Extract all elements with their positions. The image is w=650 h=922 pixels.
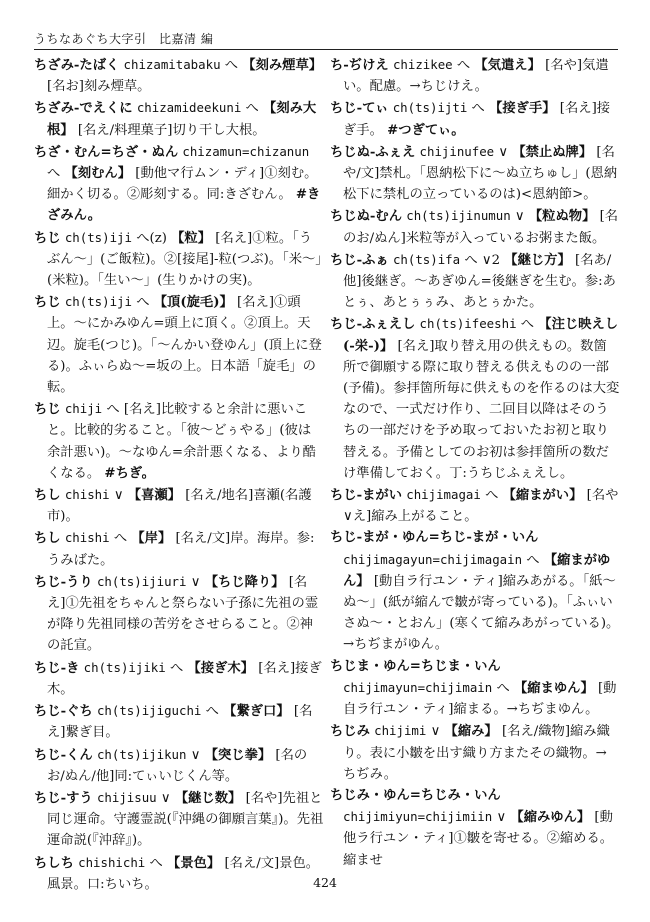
- definition: [名お]刻み煙草。: [47, 79, 151, 95]
- romanization: ch(ts)ifeeshi: [419, 316, 517, 332]
- romanization: ch(ts)iji: [64, 229, 132, 245]
- headword: ちじ: [34, 295, 61, 311]
- dictionary-entry: [34, 484, 324, 527]
- cross-reference: #ちぎ。: [104, 465, 155, 481]
- dictionary-entry: [330, 141, 620, 206]
- accent-mark: ∨: [498, 144, 509, 160]
- accent-mark: へ: [471, 101, 485, 117]
- romanization: ch(ts)ijinumun: [406, 208, 511, 224]
- kanji-form: 【接ぎ木】: [187, 660, 254, 676]
- kanji-form: 【刻み大根】: [47, 101, 317, 138]
- dictionary-entry: [330, 205, 620, 248]
- headword: ちじぬ-ふぇえ: [330, 144, 416, 160]
- dictionary-entry: [330, 720, 620, 785]
- right-column: [330, 54, 620, 871]
- kanji-form: 【縮み】: [444, 724, 498, 740]
- definition: [名え]①粒。「うぶん〜」(ご飯粒)。②[接尾]-粒(つぶ)。「米〜」(米粒)。「生い〜」(生りかけの実)。: [47, 230, 322, 289]
- romanization: chijimiyun=chijimiin: [343, 809, 493, 825]
- dictionary-entry: [34, 744, 324, 787]
- definition: [名え]①先祖をちゃんと祭らない子孫に先祖の霊が降り先祖同様の苦労をさせらること。②神の託宣。: [47, 574, 319, 654]
- definition: [名や/文]禁札。「恩納松下に〜ぬ立ちゅし」(恩納松下に禁札の立っているのは)<恩納節>。: [343, 144, 618, 203]
- romanization: chizamitabaku: [123, 57, 221, 72]
- accent-mark: へ(z): [136, 230, 167, 246]
- dictionary-entry: [330, 249, 620, 314]
- definition: [名や]気遣い。配慮。→ちじけえ。: [343, 58, 609, 95]
- dictionary-entry: [34, 700, 324, 743]
- dictionary-entry: [34, 141, 324, 227]
- dictionary-entry: [34, 97, 324, 140]
- dictionary-entry: [34, 54, 324, 97]
- page-number: 424: [313, 875, 337, 890]
- headword: ちし: [34, 488, 61, 504]
- romanization: chijimagai: [406, 487, 481, 503]
- headword: ちじ: [34, 402, 61, 418]
- kanji-form: 【ちじ降り】: [204, 574, 285, 590]
- headword: ちじぬ-むん: [330, 209, 403, 225]
- dictionary-entry: [34, 291, 324, 398]
- headword: ちじ-てぃ: [330, 101, 389, 117]
- definition: [動自ラ行ユン・ティ]縮まる。→ちぢまゆん。: [343, 680, 617, 718]
- kanji-form: 【継じ方】: [504, 252, 571, 268]
- dictionary-entry: [34, 571, 324, 657]
- accent-mark: へ: [169, 660, 184, 676]
- headword: ちざ・むん=ちざ・ぬん: [34, 144, 179, 160]
- kanji-form: 【岸】: [131, 531, 172, 547]
- dictionary-entry: [34, 787, 324, 852]
- dictionary-entry: [34, 657, 324, 700]
- accent-mark: へ ∨2: [464, 252, 501, 268]
- kanji-form: 【縮みゆん】: [510, 810, 591, 826]
- accent-mark: へ: [149, 855, 163, 871]
- definition: [名え]接ぎ木。: [47, 660, 322, 697]
- accent-mark: ∨: [160, 790, 171, 806]
- accent-mark: へ: [520, 317, 535, 333]
- kanji-form: 【縮まゆん】: [513, 680, 594, 696]
- dictionary-entry: [330, 656, 620, 721]
- headword: ちじ-くん: [34, 747, 93, 763]
- romanization: ch(ts)iji: [64, 294, 132, 310]
- definition: [動自ラ行ユン・ティ]縮みあがる。「紙〜ぬ〜」(紙が縮んで皺が寄っている)。「ふぃいさぬ〜・とおん」(寒くて縮みあがっている)。→ちぢまがゆん。: [343, 573, 620, 653]
- accent-mark: へ: [47, 166, 61, 182]
- kanji-form: 【喜瀬】: [127, 488, 181, 504]
- kanji-form: 【気遣え】: [474, 58, 541, 73]
- accent-mark: へ: [136, 295, 150, 311]
- romanization: chizamun=chizanun: [182, 143, 310, 159]
- headword: ちじま・ゆん=ちじま・いん: [330, 658, 501, 674]
- kanji-form: 【注じ映えし(-栄-)】: [343, 317, 619, 354]
- romanization: chishichi: [78, 854, 146, 870]
- definition: [名え/料理菓子]切り干し大根。: [77, 122, 266, 138]
- headword: ちじ-すう: [34, 790, 93, 806]
- headword: ちしち: [34, 855, 74, 871]
- headword: ちじ: [34, 230, 61, 246]
- romanization: ch(ts)ijiguchi: [96, 703, 202, 719]
- headword: ちし: [34, 531, 61, 547]
- headword: ちざみ-でえくに: [34, 101, 133, 117]
- cross-reference: #きざみん。: [47, 187, 321, 224]
- headword: ちじみ: [330, 724, 370, 740]
- definition: [名え]比較すると余計に悪いこと。比較的劣ること。「彼〜どぅやる」(彼は余計悪い)。〜なゆん=余計悪くなる、より酷くなる。: [47, 402, 316, 481]
- dictionary-entry: [330, 97, 620, 140]
- headword: ちじ-ふぇえし: [330, 317, 416, 333]
- dictionary-entry: [330, 785, 620, 871]
- dictionary-entry: [330, 484, 620, 527]
- definition: [名え]接ぎ手。: [343, 101, 611, 138]
- kanji-form: 【縮まがい】: [502, 488, 583, 504]
- accent-mark: ∨: [496, 810, 507, 826]
- headword: ちじ-まが・ゆん=ちじ-まが・いん: [330, 530, 539, 546]
- kanji-form: 【刻むん】: [64, 166, 132, 182]
- headword: ちじみ・ゆん=ちじみ・いん: [330, 787, 501, 803]
- romanization: ch(ts)ijti: [392, 100, 468, 116]
- accent-mark: へ: [205, 704, 219, 720]
- kanji-form: 【継じ数】: [174, 790, 242, 806]
- dictionary-entry: [330, 527, 620, 655]
- romanization: ch(ts)ijiuri: [96, 573, 187, 589]
- romanization: chizamideekuni: [136, 100, 242, 116]
- romanization: ch(ts)ifa: [392, 251, 461, 267]
- headword: ちじ-まがい: [330, 488, 403, 504]
- dictionary-entry: [34, 398, 324, 484]
- definition: [名あ/他]後継ぎ。〜あぎゆん=後継ぎを生む。参:あとぅ、あとぅぅみ、あとぅかた。: [343, 252, 616, 311]
- romanization: chijimayun=chijimain: [343, 679, 493, 695]
- accent-mark: ∨: [514, 209, 525, 225]
- headword: ちざみ-たばく: [34, 58, 120, 73]
- kanji-form: 【粒ぬ物】: [528, 209, 596, 225]
- romanization: chijisuu: [96, 789, 157, 805]
- header-rule: [34, 49, 618, 50]
- headword: ちじ-うり: [34, 574, 93, 590]
- running-header: うちなあぐち大字引 比嘉清 編: [34, 32, 214, 46]
- romanization: chijimagayun=chijimagain: [343, 551, 523, 567]
- romanization: chizikee: [392, 57, 453, 72]
- headword: ち-ぢけえ: [330, 58, 389, 73]
- definition: [名や]先祖と同じ運命。守護霊説(『沖縄の御願言葉』)。先祖運命説(『沖辞』)。: [47, 790, 324, 849]
- headword: ちじ-き: [34, 660, 80, 676]
- accent-mark: へ: [106, 402, 120, 418]
- definition: [名のお/ぬん/他]同:てぃいじくん等。: [47, 747, 308, 784]
- accent-mark: へ: [224, 58, 239, 73]
- romanization: chishi: [64, 530, 110, 546]
- definition: [名え/織物]縮み織り。表に小皺を出す織り方またその織物。→ちぢみ。: [343, 724, 610, 782]
- accent-mark: ∨: [190, 747, 201, 763]
- dictionary-entry: [34, 227, 324, 292]
- dictionary-entry: [330, 313, 620, 484]
- romanization: chijimi: [374, 723, 427, 739]
- definition: [名え/文]景色。風景。口:ちいち。: [47, 855, 320, 892]
- accent-mark: へ: [496, 680, 510, 696]
- accent-mark: ∨: [113, 488, 124, 504]
- definition: [動他マ行ムン・ディ]①刻む。細かく切る。②彫刻する。同:きざむん。: [47, 166, 318, 203]
- accent-mark: ∨: [430, 724, 441, 740]
- romanization: ch(ts)ijikun: [96, 746, 187, 762]
- kanji-form: 【景色】: [167, 855, 221, 871]
- kanji-form: 【頂(旋毛)】: [153, 295, 233, 311]
- kanji-form: 【縮まがゆん】: [343, 552, 611, 589]
- definition: [名え]①頭上。〜にかみゆん=頭上に頂く。②頂上。天辺。旋毛(つじ)。「〜んかい登ゆん」(頂上に登る)。ふぃらぬ〜=坂の上。日本語「旋毛」の転。: [47, 295, 322, 396]
- cross-reference: #つぎてぃ。: [387, 122, 465, 138]
- accent-mark: へ: [456, 58, 471, 73]
- kanji-form: 【禁止ぬ牌】: [512, 144, 593, 160]
- definition: [名え/文]岸。海岸。参:うみばた。: [47, 531, 315, 568]
- romanization: chishi: [64, 487, 110, 503]
- kanji-form: 【突じ拳】: [204, 747, 272, 763]
- romanization: chijinufee: [419, 143, 495, 159]
- accent-mark: ∨: [190, 574, 201, 590]
- definition: [動他ラ行ユン・ティ]①皺を寄せる。②縮める。縮ませ: [343, 810, 614, 868]
- definition: [名え/地名]喜瀬(名護市)。: [47, 488, 312, 525]
- kanji-form: 【接ぎ手】: [489, 101, 556, 117]
- accent-mark: へ: [526, 552, 540, 568]
- definition: [名え]取り替え用の供えもの。数箇所で御願する際に取り替える供えものの一部(予備)。参拝箇所毎に供えものを作るのは大変なので、一式だけ作り、二回目以降はそのうちの一部だけを予め取っておいたお初と取り替える。予備としてのお初は参拝箇所の数だけ準備しておく。丁:うちじふぇえし。: [343, 338, 620, 481]
- accent-mark: へ: [485, 488, 499, 504]
- headword: ちじ-ふぁ: [330, 252, 389, 268]
- dictionary-entry: [34, 527, 324, 570]
- accent-mark: へ: [113, 531, 128, 547]
- headword: ちじ-ぐち: [34, 704, 93, 720]
- romanization: ch(ts)ijiki: [83, 659, 166, 675]
- kanji-form: 【刻み煙草】: [242, 58, 323, 73]
- accent-mark: へ: [245, 101, 259, 117]
- romanization: chiji: [64, 401, 103, 417]
- kanji-form: 【粒】: [171, 230, 212, 246]
- definition: [名のお/ぬん]米粒等が入っているお粥また飯。: [343, 209, 619, 246]
- definition: [名え]繋ぎ目。: [47, 704, 313, 741]
- definition: [名や∨え]縮み上がること。: [343, 488, 619, 525]
- kanji-form: 【繋ぎ口】: [223, 704, 290, 720]
- left-column: [34, 54, 324, 895]
- dictionary-entry: [330, 54, 620, 97]
